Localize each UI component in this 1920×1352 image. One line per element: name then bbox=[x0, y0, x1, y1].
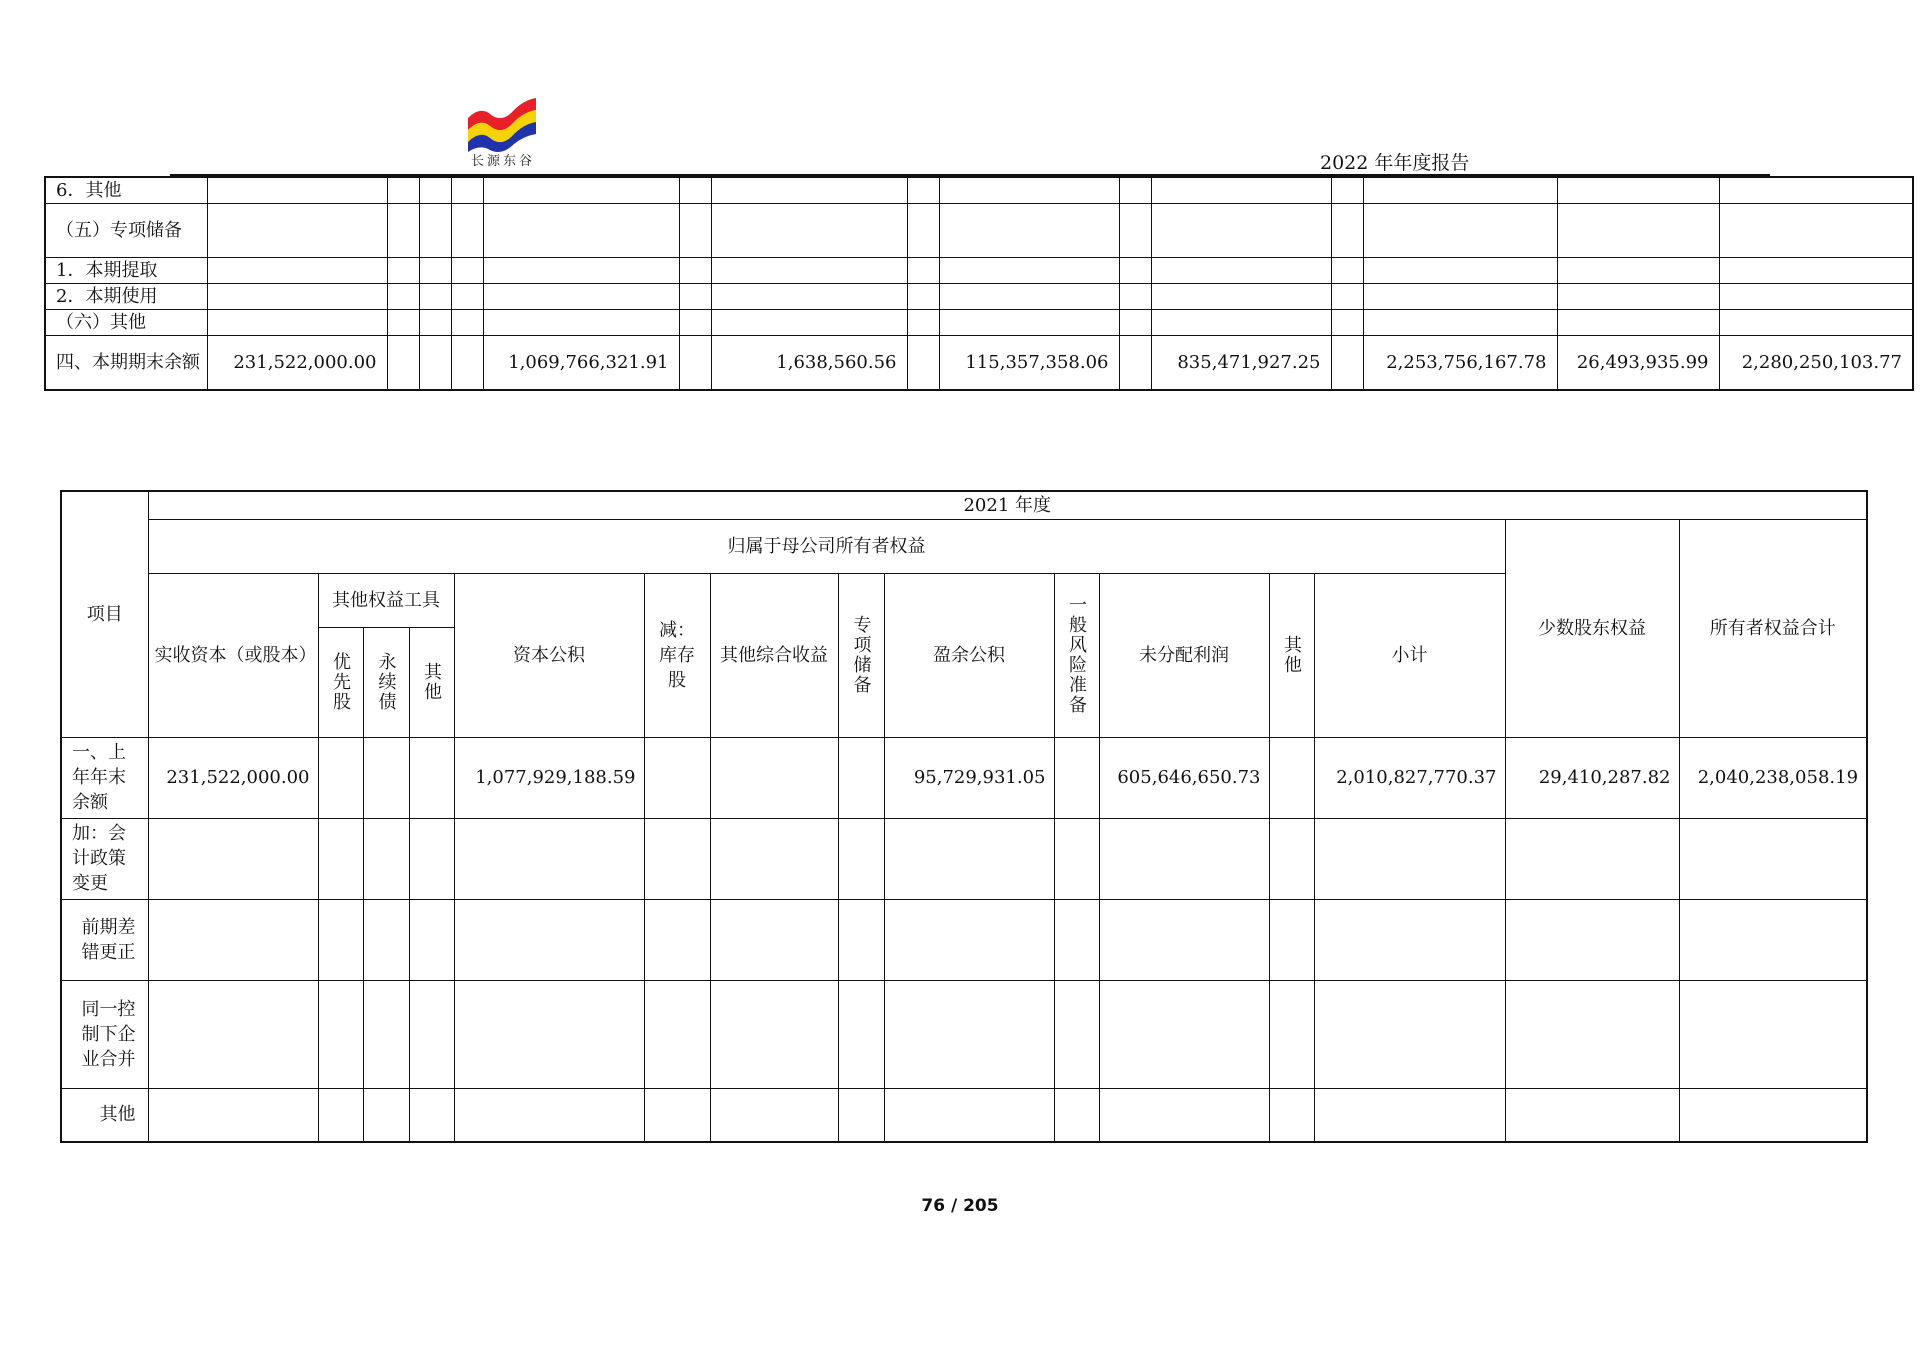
table-cell bbox=[1557, 204, 1719, 258]
row-label: （五）专项储备 bbox=[45, 204, 207, 258]
header-total: 所有者权益合计 bbox=[1679, 519, 1867, 737]
table-cell bbox=[644, 818, 710, 899]
table-cell bbox=[884, 1088, 1054, 1142]
table-cell bbox=[1331, 177, 1363, 204]
row-label: 同一控制下企业合并 bbox=[61, 980, 148, 1088]
table-cell bbox=[409, 818, 454, 899]
table-cell bbox=[1151, 258, 1331, 284]
table-cell bbox=[1119, 177, 1151, 204]
table-row bbox=[61, 818, 1867, 899]
table-cell bbox=[644, 1088, 710, 1142]
table-cell bbox=[1314, 980, 1505, 1088]
table-cell bbox=[363, 980, 409, 1088]
table-cell bbox=[838, 899, 884, 980]
table-cell bbox=[409, 980, 454, 1088]
table-cell: 95,729,931.05 bbox=[884, 737, 1054, 818]
table-row bbox=[45, 284, 1913, 310]
table-cell bbox=[409, 1088, 454, 1142]
header-treasury-stock: 减：库存股 bbox=[644, 573, 710, 737]
table-cell bbox=[711, 204, 907, 258]
table-cell: 115,357,358.06 bbox=[939, 336, 1119, 390]
table-cell bbox=[644, 980, 710, 1088]
table-row bbox=[45, 310, 1913, 336]
table-cell bbox=[1719, 310, 1913, 336]
table-cell bbox=[710, 818, 838, 899]
table-cell bbox=[939, 310, 1119, 336]
table-cell bbox=[454, 1088, 644, 1142]
header-perpetual-bond: 永续债 bbox=[363, 627, 409, 737]
table-cell bbox=[387, 204, 419, 258]
table-cell bbox=[1505, 818, 1679, 899]
table-row bbox=[61, 1088, 1867, 1142]
table-cell bbox=[679, 177, 711, 204]
table-cell bbox=[1314, 818, 1505, 899]
table-cell bbox=[1719, 177, 1913, 204]
table-cell bbox=[884, 980, 1054, 1088]
table-cell bbox=[1269, 980, 1314, 1088]
table-cell bbox=[939, 204, 1119, 258]
group-title: 归属于母公司所有者权益 bbox=[148, 519, 1505, 573]
table-cell bbox=[1119, 258, 1151, 284]
table-cell bbox=[838, 1088, 884, 1142]
page-number: 76 / 205 bbox=[921, 1196, 999, 1216]
table-cell bbox=[1363, 258, 1557, 284]
table-cell bbox=[711, 258, 907, 284]
header-subtotal: 小计 bbox=[1314, 573, 1505, 737]
table-row bbox=[45, 336, 1913, 390]
row-label: 6．其他 bbox=[45, 177, 207, 204]
table-cell bbox=[451, 284, 483, 310]
table-cell bbox=[644, 899, 710, 980]
table-cell bbox=[1099, 818, 1269, 899]
table-cell bbox=[207, 258, 387, 284]
table-cell bbox=[419, 310, 451, 336]
table-cell bbox=[1719, 258, 1913, 284]
header-special-reserve: 专项储备 bbox=[838, 573, 884, 737]
table-cell bbox=[1331, 336, 1363, 390]
year-title: 2021 年度 bbox=[148, 491, 1867, 519]
table-cell bbox=[207, 310, 387, 336]
table-cell bbox=[711, 310, 907, 336]
table-cell: 1,638,560.56 bbox=[711, 336, 907, 390]
table-cell bbox=[1151, 204, 1331, 258]
table-cell bbox=[907, 258, 939, 284]
table-cell bbox=[838, 737, 884, 818]
table-cell bbox=[318, 818, 363, 899]
table-cell bbox=[1119, 204, 1151, 258]
logo-text: 长源东谷 bbox=[470, 154, 535, 169]
table-cell bbox=[1363, 310, 1557, 336]
table-cell: 2,040,238,058.19 bbox=[1679, 737, 1867, 818]
table-cell bbox=[451, 310, 483, 336]
table-cell: 2,280,250,103.77 bbox=[1719, 336, 1913, 390]
header-paid-in-capital: 实收资本（或股本） bbox=[148, 573, 318, 737]
table-cell bbox=[387, 310, 419, 336]
table-cell: 2,010,827,770.37 bbox=[1314, 737, 1505, 818]
table-cell bbox=[1269, 737, 1314, 818]
table-cell bbox=[318, 980, 363, 1088]
table-cell bbox=[1363, 177, 1557, 204]
table-cell bbox=[387, 336, 419, 390]
table-cell: 2,253,756,167.78 bbox=[1363, 336, 1557, 390]
table-cell bbox=[838, 980, 884, 1088]
table-cell bbox=[1099, 899, 1269, 980]
table-cell bbox=[1054, 980, 1099, 1088]
table-cell bbox=[387, 284, 419, 310]
table-cell bbox=[419, 177, 451, 204]
table-cell bbox=[1719, 284, 1913, 310]
table-cell: 231,522,000.00 bbox=[148, 737, 318, 818]
row-label: 2．本期使用 bbox=[45, 284, 207, 310]
table-cell bbox=[1054, 737, 1099, 818]
row-label: 其他 bbox=[61, 1088, 148, 1142]
table-cell bbox=[1363, 204, 1557, 258]
table-cell bbox=[838, 818, 884, 899]
table-cell bbox=[679, 204, 711, 258]
table-cell bbox=[207, 177, 387, 204]
header-other-tool: 其他 bbox=[409, 627, 454, 737]
table-cell bbox=[451, 336, 483, 390]
table-cell bbox=[1119, 336, 1151, 390]
header-capital-reserve: 资本公积 bbox=[454, 573, 644, 737]
table-cell bbox=[148, 899, 318, 980]
equity-changes-table-continued bbox=[44, 176, 1914, 391]
table-row bbox=[61, 899, 1867, 980]
table-cell bbox=[148, 980, 318, 1088]
row-label: 前期差错更正 bbox=[61, 899, 148, 980]
table-cell bbox=[1331, 204, 1363, 258]
table-cell bbox=[1557, 310, 1719, 336]
row-label: 四、本期期末余额 bbox=[45, 336, 207, 390]
table-cell bbox=[409, 737, 454, 818]
table-cell bbox=[454, 899, 644, 980]
table-cell bbox=[409, 899, 454, 980]
row-label: （六）其他 bbox=[45, 310, 207, 336]
table-cell bbox=[387, 177, 419, 204]
table-cell: 26,493,935.99 bbox=[1557, 336, 1719, 390]
table-cell: 231,522,000.00 bbox=[207, 336, 387, 390]
table-cell bbox=[1054, 1088, 1099, 1142]
table-cell bbox=[454, 818, 644, 899]
table-row bbox=[45, 204, 1913, 258]
table-cell bbox=[1719, 204, 1913, 258]
table-cell bbox=[148, 1088, 318, 1142]
table-cell bbox=[363, 818, 409, 899]
table-cell bbox=[710, 980, 838, 1088]
table-cell bbox=[1557, 284, 1719, 310]
table-cell bbox=[419, 204, 451, 258]
table-cell bbox=[1505, 899, 1679, 980]
row-label: 加：会计政策变更 bbox=[61, 818, 148, 899]
table-cell bbox=[483, 177, 679, 204]
table-cell bbox=[1099, 1088, 1269, 1142]
table-cell bbox=[939, 258, 1119, 284]
table-cell bbox=[1679, 1088, 1867, 1142]
table-cell bbox=[1054, 899, 1099, 980]
table-cell bbox=[907, 310, 939, 336]
row-label: 一、上年年末余额 bbox=[61, 737, 148, 818]
table-cell bbox=[363, 737, 409, 818]
table-cell bbox=[1269, 899, 1314, 980]
table-cell bbox=[1331, 258, 1363, 284]
table-cell bbox=[711, 284, 907, 310]
table-cell bbox=[907, 177, 939, 204]
table-cell bbox=[1679, 899, 1867, 980]
table-cell bbox=[1151, 177, 1331, 204]
table-cell bbox=[1363, 284, 1557, 310]
table-cell bbox=[363, 1088, 409, 1142]
table-cell bbox=[939, 284, 1119, 310]
table-cell bbox=[1331, 284, 1363, 310]
table-cell bbox=[419, 258, 451, 284]
table-cell bbox=[483, 258, 679, 284]
table-cell bbox=[679, 310, 711, 336]
table-cell bbox=[363, 899, 409, 980]
header-minority: 少数股东权益 bbox=[1505, 519, 1679, 737]
row-label: 1．本期提取 bbox=[45, 258, 207, 284]
table-cell bbox=[483, 204, 679, 258]
table-cell bbox=[1331, 310, 1363, 336]
table-cell bbox=[451, 177, 483, 204]
table-cell bbox=[710, 899, 838, 980]
table-cell bbox=[679, 258, 711, 284]
table-cell bbox=[1505, 980, 1679, 1088]
table-cell bbox=[451, 258, 483, 284]
header-oci: 其他综合收益 bbox=[710, 573, 838, 737]
table-cell bbox=[1314, 899, 1505, 980]
table-cell bbox=[207, 204, 387, 258]
table-cell bbox=[907, 284, 939, 310]
table-cell bbox=[451, 204, 483, 258]
table-cell bbox=[483, 310, 679, 336]
table-cell bbox=[1119, 284, 1151, 310]
table-cell: 835,471,927.25 bbox=[1151, 336, 1331, 390]
table-cell bbox=[1557, 258, 1719, 284]
table-cell bbox=[679, 284, 711, 310]
header-preferred-stock: 优先股 bbox=[318, 627, 363, 737]
table-cell bbox=[679, 336, 711, 390]
table-cell: 1,069,766,321.91 bbox=[483, 336, 679, 390]
table-cell bbox=[483, 284, 679, 310]
table-cell bbox=[1151, 310, 1331, 336]
table-cell bbox=[1679, 818, 1867, 899]
table-cell bbox=[207, 284, 387, 310]
table-cell bbox=[711, 177, 907, 204]
table-cell bbox=[419, 336, 451, 390]
equity-changes-table-2021 bbox=[60, 490, 1868, 1143]
table-cell bbox=[454, 980, 644, 1088]
table-cell bbox=[710, 1088, 838, 1142]
table-cell bbox=[644, 737, 710, 818]
table-cell bbox=[387, 258, 419, 284]
table-cell bbox=[318, 737, 363, 818]
header-surplus-reserve: 盈余公积 bbox=[884, 573, 1054, 737]
header-other: 其他 bbox=[1269, 573, 1314, 737]
table-cell bbox=[939, 177, 1119, 204]
table-cell bbox=[148, 818, 318, 899]
table-cell bbox=[884, 818, 1054, 899]
table-cell bbox=[1269, 818, 1314, 899]
table-cell bbox=[1099, 980, 1269, 1088]
table-row bbox=[45, 177, 1913, 204]
table-cell bbox=[907, 336, 939, 390]
table-cell bbox=[1505, 1088, 1679, 1142]
table-cell: 29,410,287.82 bbox=[1505, 737, 1679, 818]
table-row bbox=[61, 980, 1867, 1088]
header-undistributed-profit: 未分配利润 bbox=[1099, 573, 1269, 737]
table-row bbox=[61, 737, 1867, 818]
table-cell bbox=[1314, 1088, 1505, 1142]
table-cell bbox=[710, 737, 838, 818]
table-cell bbox=[1269, 1088, 1314, 1142]
header-general-risk: 一般风险准备 bbox=[1054, 573, 1099, 737]
table-cell: 605,646,650.73 bbox=[1099, 737, 1269, 818]
table-cell bbox=[1679, 980, 1867, 1088]
table-cell bbox=[1557, 177, 1719, 204]
table-cell bbox=[1151, 284, 1331, 310]
table-cell bbox=[419, 284, 451, 310]
table-cell bbox=[907, 204, 939, 258]
table-cell bbox=[1054, 818, 1099, 899]
table-cell bbox=[318, 1088, 363, 1142]
table-cell bbox=[884, 899, 1054, 980]
header-other-equity-tools: 其他权益工具 bbox=[318, 573, 454, 627]
table-row bbox=[45, 258, 1913, 284]
report-title: 2022 年年度报告 bbox=[1320, 152, 1470, 174]
table-cell bbox=[318, 899, 363, 980]
header-item: 项目 bbox=[61, 491, 148, 737]
table-cell bbox=[1119, 310, 1151, 336]
table-cell: 1,077,929,188.59 bbox=[454, 737, 644, 818]
